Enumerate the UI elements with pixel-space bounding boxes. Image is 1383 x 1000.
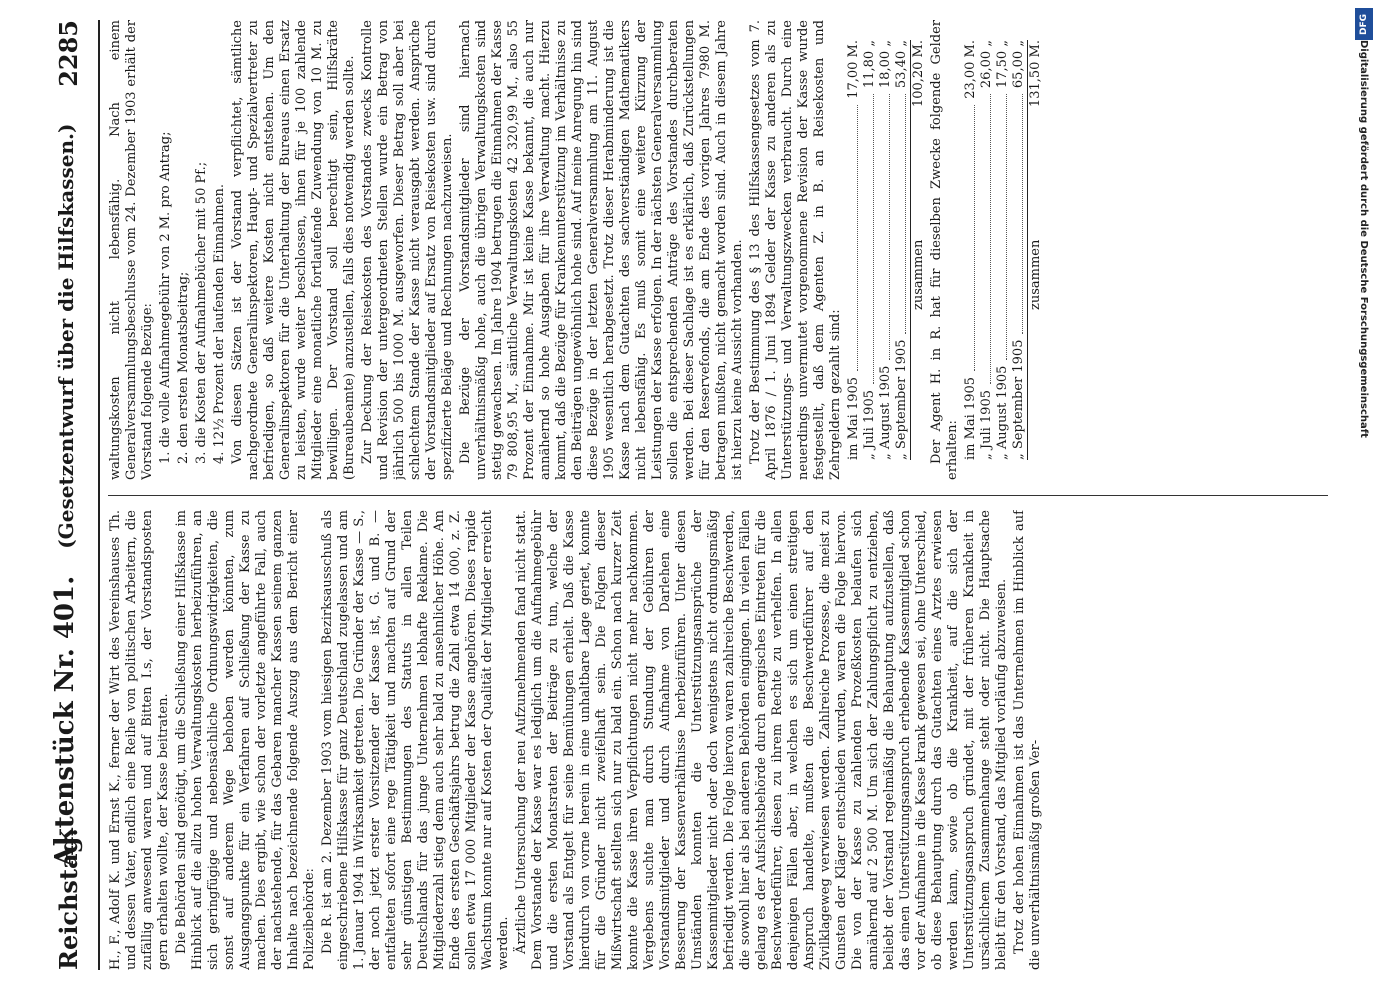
list-item: 3. die Kosten der Aufnahmebücher mit 50 Pf.; (194, 161, 209, 464)
header-rule (98, 20, 100, 970)
paragraph: Ärztliche Untersuchung der neu Aufzunehmenden fand nicht statt. Dem Vorstande der Kasse war es lediglich um die Aufnahmegebühr und die ersten Monatsraten der Beiträge zu tun, welche der Vorstand als Entgelt für seine Bemühungen erhielt. Daß die Kasse hierdurch von vorne herein in eine unhaltbare Lage geriet, konnte für die Gründer nicht zweifelhaft sein. Die Folgen dieser Mißwirtschaft stellten sich nur zu bald ein. Schon nach kurzer Zeit konnte die Kasse ihren Verpflichtungen nicht mehr nachkommen. Vergebens suchte man durch Stundung der Gebühren der Vorstandsmitglieder und durch Aufnahme von Darlehen eine Besserung der Kassenverhältnisse herbeizuführen. Unter diesen Umständen konnten die Unterstützungsansprüche der Kassenmitglieder nicht oder doch wenigstens nicht ordnungsmäßig befriedigt werden. Die Folge hiervon waren zahlreiche Beschwerden, die sowohl hier als bei anderen Behörden eingingen. In vielen Fällen gelang es der Aufsichtsbehörde durch energisches Eintreten für die Beschwerdeführer, diesen zu ihrem Rechte zu verhelfen. In allen denjenigen Fällen aber, in welchen es sich um einen streitigen Anspruch handelte, mußten die Beschwerdeführer auf den Zivilklageweg verwiesen werden. Zahlreiche Prozesse, die meist zu Gunsten der Kläger entschieden wurden, waren die Folge hiervon. Die von der Kasse zu zahlenden Prozeßkosten belaufen sich annähernd auf 2 500 M. Um sich der Zahlungspflicht zu entziehen, beliebt der Vorstand regelmäßig die Behauptung aufzustellen, daß das einen Unterstützungsanspruch erhebende Kassenmitglied schon vor der Aufnahme in die Kasse krank gewesen sei, ohne Unterschied, ob diese Behauptung durch das Gutachten eines Arztes erwiesen werden kann, sowie ob die Krankheit, auf die sich der Unterstützungsanspruch gründet, mit der früheren Krankheit in ursächlichem Zusammenhange steht oder nicht. Die Hauptsache bleibt für den Vorstand, das Mitglied vorläufig abzuweisen. (514, 510, 1009, 970)
page-header (40, 20, 102, 970)
header-reichstag: Reichstag. (54, 828, 83, 970)
payment-row: „ Juli 1905 26,00 „ (979, 40, 994, 460)
payment-row: „ September 1905 53,40 „ (894, 40, 909, 460)
payment-sum: zusammen 131,50 M. (1027, 40, 1044, 460)
payment-row: „ August 1905 17,50 „ (995, 40, 1010, 460)
header-title (50, 20, 80, 970)
right-column (108, 20, 1328, 480)
payment-row: „ August 1905 18,00 „ (878, 40, 893, 460)
list-item: 4. 12½ Prozent der laufenden Einnahmen. (212, 184, 227, 464)
payment-row: „ Juli 1905 11,80 „ (862, 40, 877, 460)
payments-table-h (963, 40, 1044, 460)
payment-sum: zusammen 100,20 M. (910, 40, 927, 460)
page-number: 2285 (54, 20, 83, 87)
payment-row: im Mai 1905 23,00 M. (963, 40, 978, 460)
paragraph: waltungskosten nicht lebensfähig. Nach einem Generalversammlungsbeschlusse vom 24. Dezember 1903 erhält der Vorstand folgende Bezüge: (108, 20, 155, 480)
paragraph: Die R. ist am 2. Dezember 1903 vom hiesigen Bezirksausschuß als eingeschriebene Hilfskasse für ganz Deutschland zugelassen und am 1. Januar 1904 in Wirksamkeit getreten. Die Gründer der Kasse — S., der noch jetzt erster Vorsitzender der Kasse ist, G. und B. — entfalteten sofort eine rege Tätigkeit und machten auf Grund der sehr günstigen Bestimmungen des Statuts in allen Teilen Deutschlands für das junge Unternehmen lebhafte Reklame. Die Mitgliederzahl stieg denn auch sehr bald zu ansehnlicher Höhe. Am Ende des ersten Geschäftsjahrs betrug die Zahl etwa 14 000, z. Z. sollen etwa 17 000 Mitglieder der Kasse angehören. Dieses rapide Wachstum konnte nur auf Kosten der Qualität der Mitglieder erreicht werden. (320, 510, 511, 970)
payment-row: im Mai 1905 17,00 M. (846, 40, 861, 460)
digitization-note-text: Digitalisierung gefördert durch die Deutsche Forschungsgemeinschaft (1358, 40, 1369, 438)
paragraph: Von diesen Sätzen ist der Vorstand verpflichtet, sämtliche nachgeordnete Generalinspektoren, Haupt- und Spezialvertreter zu befriedigen, so daß weitere Kosten nicht entstehen. Um den Generalinspektoren für die Unterhaltung der Bureaus einen Ersatz zu leisten, wurde weiter beschlossen, ihnen für je 100 zahlende Mitglieder eine monatliche fortlaufende Zuwendung von 10 M. zu bewilligen. Der Vorstand soll berechtigt sein, Hilfskräfte (Bureaubeamte) anzustellen, falls dies notwendig werden sollte. (230, 20, 357, 480)
list-item: 2. den ersten Monatsbeitrag; (176, 271, 191, 464)
dfg-logo: DFG (1355, 8, 1373, 40)
paragraph: Der Agent H. in R. hat für dieselben Zwecke folgende Gelder erhalten: (929, 20, 960, 480)
left-column (108, 510, 1328, 970)
paragraph: Trotz der Bestimmung des § 13 des Hilfskassengesetzes vom 7. April 1876 / 1. Juni 1894 Gelder der Kasse zu anderen als zu Unterstützungs- und Verwaltungszwecken verbraucht. Durch eine neuerdings unvermutet vorgenommene Revision der Kasse wurde festgestellt, daß dem Agenten Z. in B. an Reisekosten und Zehrgeldern gezahlt sind: (748, 20, 843, 480)
header-aktenstueck: Aktenstück Nr. 401. (50, 575, 80, 867)
paragraph: Trotz der hohen Einnahmen ist das Unternehmen im Hinblick auf die unverhältnismäßig großen Ver- (1012, 510, 1043, 970)
digitization-note (1351, 40, 1377, 960)
paragraph: Zur Deckung der Reisekosten des Vorstandes zwecks Kontrolle und Revision der untergeordneten Stellen wurde ein Betrag von jährlich 500 bis 1000 M. ausgeworfen. Dieser Betrag soll aber bei schlechtem Stande der Kasse nicht verausgabt werden. Ansprüche der Vorstandsmitglieder auf Ersatz von Reisekosten usw. sind durch spezifizierte Beläge und Rechnungen nachzuweisen. (360, 20, 455, 480)
list-item: 1. die volle Aufnahmegebühr von 2 M. pro Antrag; (158, 131, 173, 464)
paragraph: H., F., Adolf K. und Ernst K., ferner der Wirt des Vereinshauses Th. und dessen Vater, endlich eine Reihe von politischen Arbeitern, die zufällig anwesend waren und auf Bitten I.s, der Vorstandsposten gern erhalten wollte, der Kasse beitraten. (108, 510, 171, 970)
column-divider (108, 495, 1328, 496)
payments-table-z (846, 40, 927, 460)
rotated-document-page (40, 20, 1350, 970)
payment-row: „ September 1905 65,00 „ (1011, 40, 1026, 460)
header-subtitle: (Gesetzentwurf über die Hilfskassen.) (54, 123, 78, 549)
paragraph: Die Behörden sind genötigt, um die Schließung einer Hilfskasse im Hinblick auf die allzu hohen Verwaltungskosten herbeizuführen, an sich geringfügige und nebensächliche Ordnungswidrigkeiten, die sonst auf anderem Wege behoben werden könnten, zum Ausgangspunkte für ein Verfahren auf Schließung der Kasse zu machen. Dies ergibt, wie schon der vorletzte angeführte Fall, auch der nachstehende, für das Gebaren mancher Kassen seinem ganzen Inhalte nach bezeichnende folgende Auszug aus dem Bericht einer Polizeibehörde: (174, 510, 317, 970)
paragraph: Die Bezüge der Vorstandsmitglieder sind hiernach unverhältnismäßig hohe, auch die übrigen Verwaltungskosten sind stetig gewachsen. Im Jahre 1904 betrugen die Einnahmen der Kasse 79 808,95 M., sämtliche Verwaltungskosten 42 320,99 M., also 55 Prozent der Einnahme. Mir ist keine Kasse bekannt, die auch nur annähernd so hohe Ausgaben für ihre Verwaltung macht. Hierzu kommt, daß die Bezüge für Krankenunterstützung im Verhältnisse zu den Beiträgen ungewöhnlich hohe sind. Auf meine Anregung hin sind diese Bezüge in der letzten Generalversammlung am 11. August 1905 wesentlich herabgesetzt. Trotz dieser Herabminderung ist die Kasse nach dem Gutachten des sachverständigen Mathematikers nicht lebensfähig. Es muß somit eine weitere Kürzung der Leistungen der Kasse erfolgen. In der nächsten Generalversammlung sollen die entsprechenden Anträge des Vorstandes durchberaten werden. Bei dieser Sachlage ist es erklärlich, daß Zurückstellungen für den Reservefonds, die am Ende des vorigen Jahres 7980 M. betragen mußten, nicht gemacht worden sind. Auch in diesem Jahre ist hierzu keine Aussicht vorhanden. (458, 20, 745, 480)
